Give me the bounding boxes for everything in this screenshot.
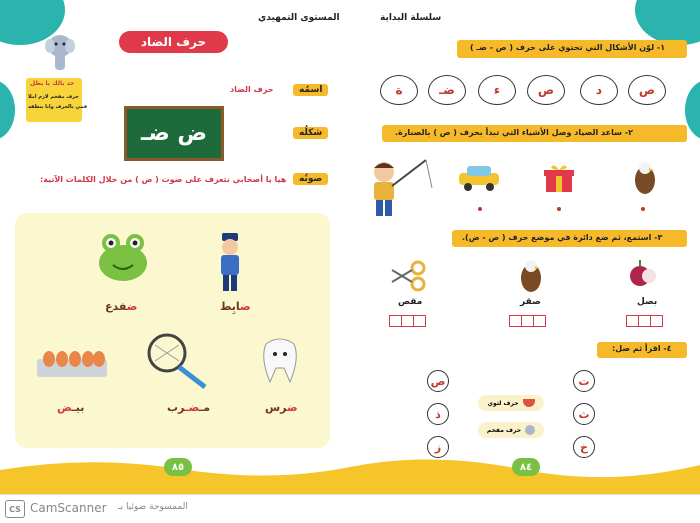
shape-label: شكلُه [293, 127, 328, 139]
tooth-icon [260, 338, 300, 384]
falcon-icon-2 [516, 258, 546, 294]
q4-text: ٤- اقرأ ثم صل: [612, 344, 672, 353]
word-eggs: بيـض [57, 401, 85, 414]
gift-box-icon [543, 162, 575, 194]
q1-text: ١- لوّن الأشكال التي تحتوي على حرف ( ص - ضـ ) [470, 43, 666, 52]
name-value: حرف الضاد [230, 85, 274, 94]
letter-circle-left-3[interactable]: ز [427, 436, 449, 458]
falcon-icon [630, 160, 660, 196]
answer-boxes-scissors[interactable] [390, 315, 426, 327]
lemon-shape-4: ء [478, 75, 516, 105]
lesson-title: حرف الضاد [140, 35, 207, 49]
scanned-label: الممسوحة ضوئيا بـ [118, 502, 188, 512]
word-officer: ضابِط [220, 300, 251, 313]
word-tooth: ضرس [265, 401, 298, 414]
corner-decoration-left-bottom [0, 80, 15, 140]
chalkboard [124, 106, 224, 161]
match-dot-1[interactable] [478, 207, 482, 211]
letter-circle-left-2[interactable]: ذ [427, 403, 449, 425]
bottom-wave [0, 455, 700, 495]
q2-text: ٢- ساعد الصياد وصل الأشياء التي تبدأ بحرف ( ص ) بالصنارة. [395, 128, 633, 137]
eggs-icon [35, 341, 110, 381]
match-dot-2[interactable] [557, 207, 561, 211]
words-card [15, 213, 330, 448]
letter-shapes: ض ضـ [140, 121, 208, 146]
letter-circle-right-3[interactable]: خ [573, 436, 595, 458]
scissors-icon [390, 260, 426, 292]
word-onion: بصل [637, 297, 658, 307]
mouth-icon [523, 399, 535, 407]
level-title: المستوى التمهيدي [258, 13, 340, 23]
series-title: سلسلة البداية [380, 13, 442, 23]
sound-instruction: هيا يا أصحابي نتعرف على صوت ( ض ) من خلال الكلمات الآتية: [40, 175, 287, 184]
answer-boxes-falcon[interactable] [510, 315, 546, 327]
letter-circle-left-1[interactable]: ص [427, 370, 449, 392]
racket-icon [143, 331, 213, 391]
note-line2: فمي بالحرف وانا بنطقه [28, 104, 88, 110]
corner-decoration-right [635, 0, 700, 45]
lesson-title-badge [119, 31, 228, 53]
lemon-shape-2: د [580, 75, 618, 105]
note-box [26, 78, 88, 122]
sound-label: صوتُه [293, 173, 328, 185]
letter-circle-right-1[interactable]: ت [573, 370, 595, 392]
tag-emphatic: حرف مفخم [478, 422, 544, 438]
q3-text: ٣- استمع، ثم ضع دائرة في موضع حرف ( ص - ض). [462, 233, 663, 242]
police-officer-icon [215, 233, 245, 293]
fisher-boy-icon [366, 158, 436, 218]
word-scissors: مقص [398, 297, 423, 307]
scanner-footer [0, 494, 700, 523]
page-number-right: ٨٤ [512, 458, 540, 476]
elephant-icon [45, 32, 75, 74]
lemon-shape-3: ص [527, 75, 565, 105]
camscanner-name: CamScanner [30, 501, 107, 515]
word-racket: مـضـرب [167, 401, 211, 414]
word-frog: ضفدع [105, 300, 138, 313]
corner-decoration-right-bottom [685, 80, 700, 140]
name-label: اسمُه [293, 84, 328, 96]
frog-icon [95, 233, 151, 285]
camscanner-logo: CS [5, 500, 25, 518]
letter-circle-right-2[interactable]: ث [573, 403, 595, 425]
note-line1: حرف مفخم لازم املا [28, 94, 79, 100]
lemon-shape-1: ص [628, 75, 666, 105]
answer-boxes-onion[interactable] [627, 315, 663, 327]
match-dot-3[interactable] [641, 207, 645, 211]
onion-icon [627, 260, 657, 288]
lemon-shape-6: ة [380, 75, 418, 105]
note-title: خد بالك يا بطل [30, 80, 75, 87]
elephant-mini-icon [525, 425, 535, 435]
page-number-left: ٨٥ [164, 458, 192, 476]
word-falcon: صقر [520, 297, 541, 307]
car-icon [457, 163, 501, 193]
lemon-shape-5: ضـ [428, 75, 466, 105]
tag-lisp: حرف لثوي [478, 395, 544, 411]
